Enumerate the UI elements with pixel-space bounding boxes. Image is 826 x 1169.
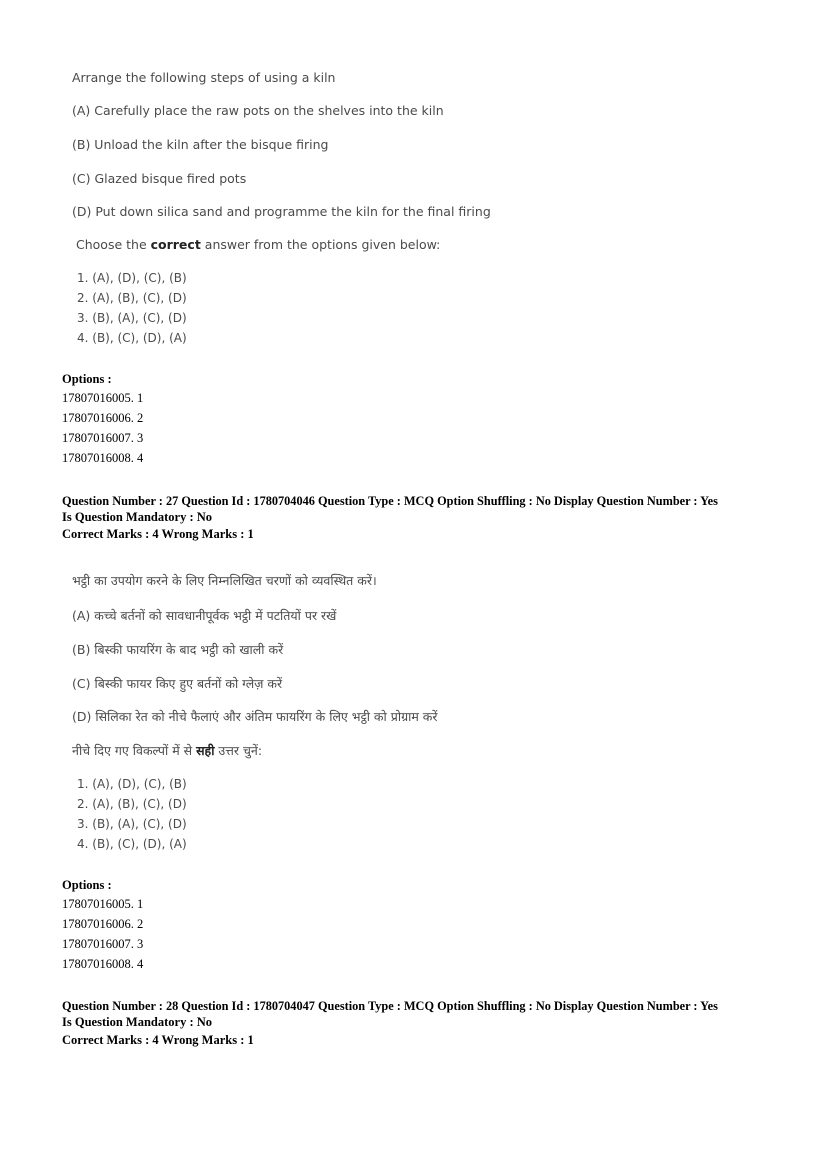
option-3: 17807016007. 3 <box>62 431 144 445</box>
option-1: 17807016005. 1 <box>62 391 144 405</box>
choice-1: 1. (A), (D), (C), (B) <box>77 271 187 285</box>
choice-3: 3. (B), (A), (C), (D) <box>77 311 187 325</box>
instruction: नीचे दिए गए विकल्पों में से सही उत्तर चुनें: <box>72 743 263 758</box>
option-2: 17807016006. 2 <box>62 917 144 931</box>
question-stem: Arrange the following steps of using a kiln <box>72 70 336 85</box>
option-3: 17807016007. 3 <box>62 937 144 951</box>
choice-1: 1. (A), (D), (C), (B) <box>77 777 187 791</box>
step-c: (C) बिस्की फायर किए हुए बर्तनों को ग्लेज़ करें <box>72 676 283 691</box>
step-b: (B) Unload the kiln after the bisque firing <box>72 137 329 152</box>
option-1: 17807016005. 1 <box>62 897 144 911</box>
step-d: (D) Put down silica sand and programme the kiln for the final firing <box>72 204 491 219</box>
q28-mandatory: Is Question Mandatory : No <box>62 1015 213 1029</box>
q27-marks: Correct Marks : 4 Wrong Marks : 1 <box>62 527 254 541</box>
step-a: (A) कच्चे बर्तनों को सावधानीपूर्वक भट्ठी में पटतियों पर रखें <box>72 608 337 623</box>
step-d: (D) सिलिका रेत को नीचे फैलाएं और अंतिम फायरिंग के लिए भट्ठी को प्रोग्राम करें <box>72 709 438 724</box>
q28-marks: Correct Marks : 4 Wrong Marks : 1 <box>62 1033 254 1047</box>
choice-3: 3. (B), (A), (C), (D) <box>77 817 187 831</box>
option-4: 17807016008. 4 <box>62 957 144 971</box>
q28-header: Question Number : 28 Question Id : 1780704047 Question Type : MCQ Option Shuffling : No Display Question Number : Yes <box>62 999 718 1013</box>
q27-mandatory: Is Question Mandatory : No <box>62 510 213 524</box>
step-a: (A) Carefully place the raw pots on the shelves into the kiln <box>72 103 444 118</box>
step-b: (B) बिस्की फायरिंग के बाद भट्ठी को खाली करें <box>72 642 284 657</box>
choice-2: 2. (A), (B), (C), (D) <box>77 291 187 305</box>
option-2: 17807016006. 2 <box>62 411 144 425</box>
choice-4: 4. (B), (C), (D), (A) <box>77 331 187 345</box>
choice-2: 2. (A), (B), (C), (D) <box>77 797 187 811</box>
options-label: Options : <box>62 878 112 892</box>
options-label: Options : <box>62 372 112 386</box>
q27-header: Question Number : 27 Question Id : 1780704046 Question Type : MCQ Option Shuffling : No Display Question Number : Yes <box>62 494 718 508</box>
question-stem: भट्ठी का उपयोग करने के लिए निम्नलिखित चरणों को व्यवस्थित करें। <box>72 573 377 588</box>
option-4: 17807016008. 4 <box>62 451 144 465</box>
step-c: (C) Glazed bisque fired pots <box>72 171 247 186</box>
instruction: Choose the correct answer from the options given below: <box>76 237 441 252</box>
choice-4: 4. (B), (C), (D), (A) <box>77 837 187 851</box>
